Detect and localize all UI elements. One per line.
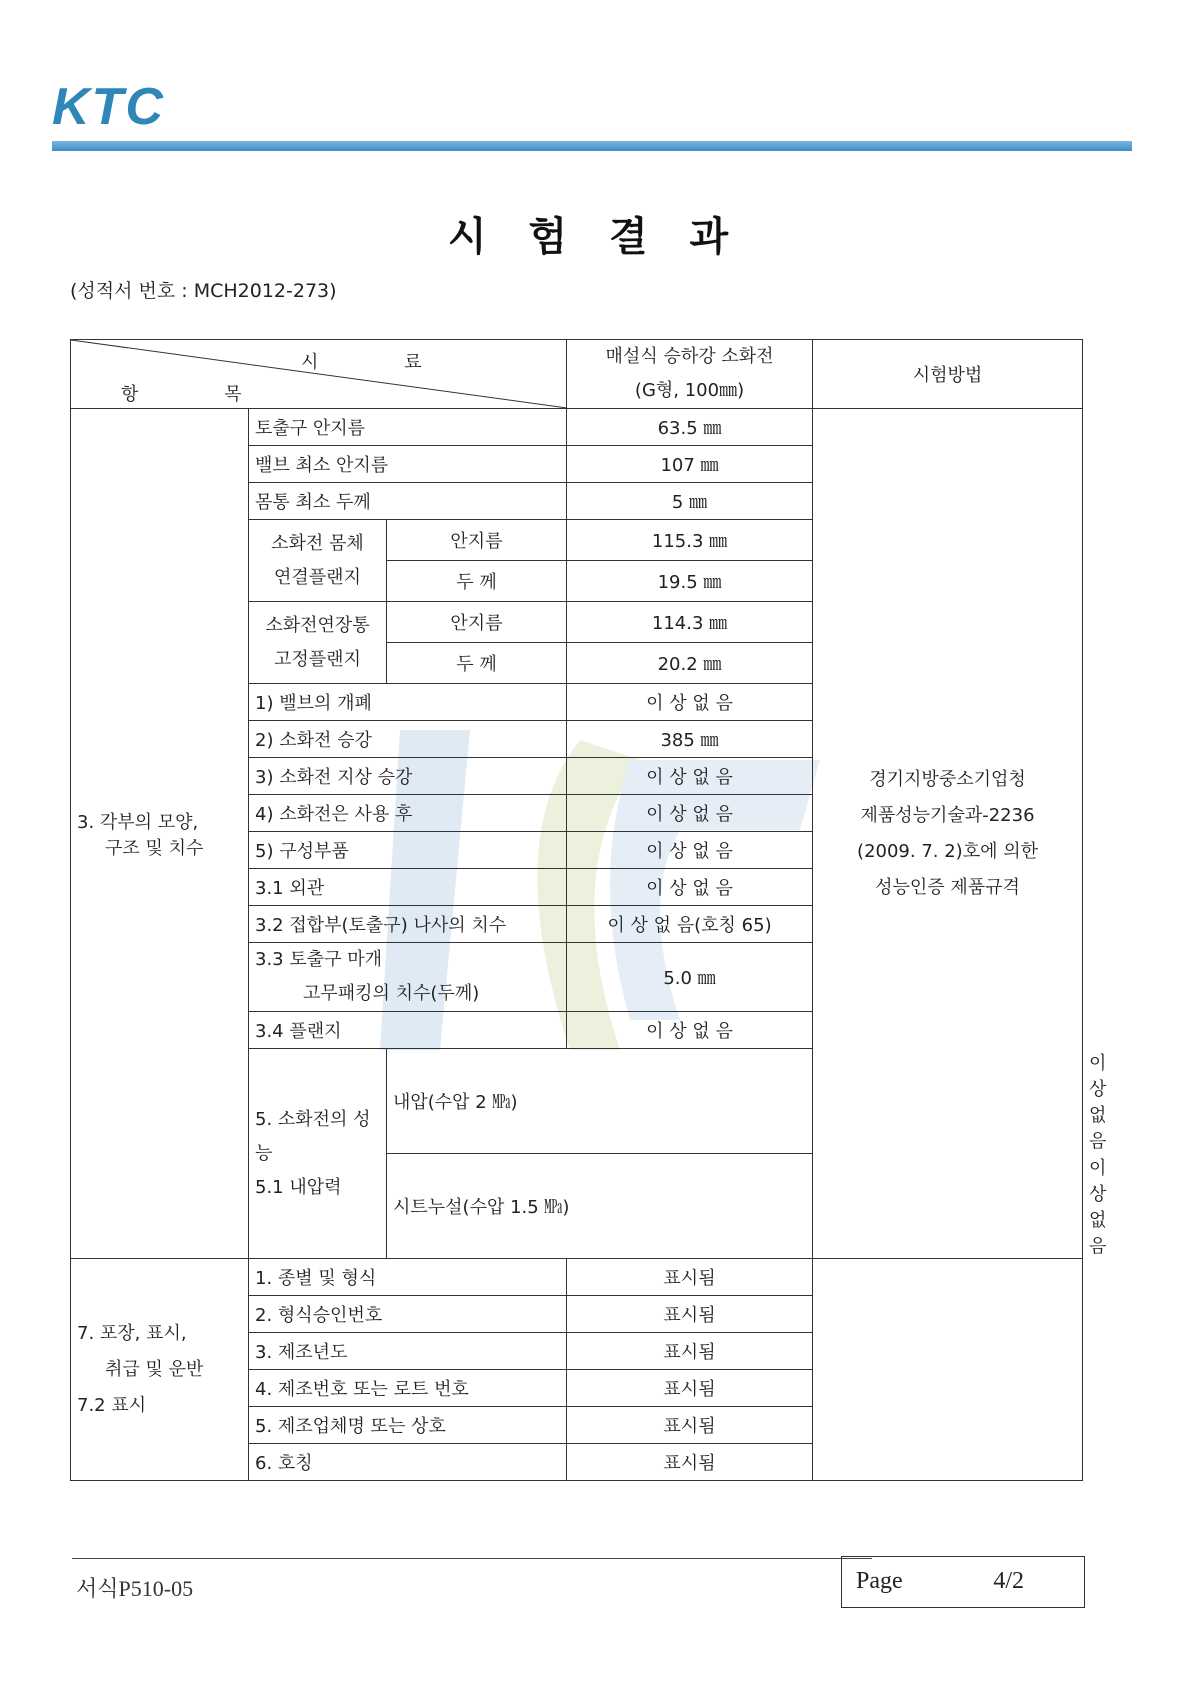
- results-table: [70, 339, 1107, 1481]
- header-bar: [52, 141, 1132, 151]
- section3-label-line2: 구조 및 치수: [105, 837, 204, 859]
- row-item: 내압(수압 2 ㎫): [387, 1049, 813, 1154]
- row-item: 몸통 최소 두께: [249, 483, 567, 520]
- empty-method-cell: [813, 1259, 1083, 1481]
- row-item: 3.4 플랜지: [249, 1012, 567, 1049]
- sample-name-header: [567, 340, 813, 409]
- row-item: 2) 소화전 승강: [249, 721, 567, 758]
- section7-label-cell: [71, 1259, 249, 1481]
- flange2-label: [249, 602, 387, 684]
- method-line3: (2009. 7. 2)호에 의한: [857, 840, 1038, 862]
- section5-label-line2: 5.1 내압력: [255, 1176, 342, 1198]
- row33-line2: 고무패킹의 치수(두께): [303, 983, 480, 1004]
- row-value: 이 상 없 음: [567, 869, 813, 906]
- logo-text: KTC: [52, 78, 165, 136]
- row-value: 이 상 없 음: [567, 795, 813, 832]
- row-value: 107 ㎜: [567, 446, 813, 483]
- row-value: 이 상 없 음: [567, 684, 813, 721]
- row-item: 2. 형식승인번호: [249, 1296, 567, 1333]
- flange1-label-line1: 소화전 몸체: [271, 532, 364, 554]
- section5-label-line1: 5. 소화전의 성능: [255, 1108, 371, 1164]
- row-value: 표시됨: [567, 1296, 813, 1333]
- table-row: 5. 소화전의 성능 5.1 내압력 내압(수압 2 ㎫) 이 상 없 음: [71, 1049, 1083, 1154]
- flange2-sub2: 두 께: [387, 643, 567, 684]
- method-header: 시험방법: [813, 340, 1083, 409]
- flange2-val2: 20.2 ㎜: [567, 643, 813, 684]
- row-value: 표시됨: [567, 1333, 813, 1370]
- certificate-number: (성적서 번호 : MCH2012-273): [70, 280, 337, 302]
- row-value: 표시됨: [567, 1259, 813, 1296]
- row-value: 이 상 없 음: [567, 832, 813, 869]
- table-header-row: [71, 340, 1083, 409]
- diagonal-header-cell: [71, 340, 567, 409]
- table-row: 시트누설(수압 1.5 ㎫) 이 상 없 음: [71, 1154, 1083, 1259]
- flange2-label-line1: 소화전연장통: [265, 614, 370, 636]
- flange1-label-line2: 연결플랜지: [274, 566, 361, 588]
- flange2-sub1: 안지름: [387, 602, 567, 643]
- row-value: 63.5 ㎜: [567, 409, 813, 446]
- method-line1: 경기지방중소기업청: [869, 768, 1026, 790]
- page-label: Page: [856, 1568, 903, 1594]
- row-value: 5 ㎜: [567, 483, 813, 520]
- page-box: [841, 1556, 1085, 1608]
- row-value: 이 상 없 음(호칭 65): [567, 906, 813, 943]
- page-number: 4/2: [993, 1568, 1024, 1594]
- row-value: 이 상 없 음: [567, 1012, 813, 1049]
- flange1-val2: 19.5 ㎜: [567, 561, 813, 602]
- row-item: 5. 제조업체명 또는 상호: [249, 1407, 567, 1444]
- row-item: 1) 밸브의 개폐: [249, 684, 567, 721]
- flange1-val1: 115.3 ㎜: [567, 520, 813, 561]
- page-title: 시 험 결 과: [447, 214, 743, 260]
- row-item: 1. 종별 및 형식: [249, 1259, 567, 1296]
- row-value: 5.0 ㎜: [567, 943, 813, 1012]
- row-item: 3) 소화전 지상 승강: [249, 758, 567, 795]
- test-method-cell: [813, 409, 1083, 1259]
- row-item: 4. 제조번호 또는 로트 번호: [249, 1370, 567, 1407]
- row-item: 3. 제조년도: [249, 1333, 567, 1370]
- row-item: 밸브 최소 안지름: [249, 446, 567, 483]
- row-value: 표시됨: [567, 1407, 813, 1444]
- method-line4: 성능인증 제품규격: [875, 876, 1020, 898]
- header-sample-label: 시 료: [301, 352, 462, 373]
- row-item: 시트누설(수압 1.5 ㎫): [387, 1154, 813, 1259]
- section3-label-line1: 3. 각부의 모양,: [77, 811, 199, 833]
- section5-label-cell: [249, 1049, 387, 1259]
- flange1-sub2: 두 께: [387, 561, 567, 602]
- sample-name-line1: 매설식 승하강 소화전: [605, 346, 774, 367]
- flange1-sub1: 안지름: [387, 520, 567, 561]
- table-row: [71, 1259, 1083, 1296]
- ktc-logo: [52, 78, 222, 136]
- form-number: 서식P510-05: [76, 1576, 194, 1601]
- row-item-3-3: [249, 943, 567, 1012]
- row-item: 토출구 안지름: [249, 409, 567, 446]
- sample-name-line2: (G형, 100㎜): [634, 380, 745, 401]
- section7-label-line2: 취급 및 운반: [105, 1358, 204, 1380]
- row-value: 표시됨: [567, 1370, 813, 1407]
- flange2-val1: 114.3 ㎜: [567, 602, 813, 643]
- row33-line1: 3.3 토출구 마개: [255, 949, 383, 970]
- row-item: 4) 소화전은 사용 후: [249, 795, 567, 832]
- flange2-label-line2: 고정플랜지: [274, 648, 361, 670]
- row-value: 표시됨: [567, 1444, 813, 1481]
- row-item: 3.2 접합부(토출구) 나사의 치수: [249, 906, 567, 943]
- header-item-label: 항 목: [121, 384, 282, 405]
- row-item: 6. 호칭: [249, 1444, 567, 1481]
- method-line2: 제품성능기술과-2236: [860, 804, 1035, 826]
- section3-label-cell: [71, 409, 249, 1259]
- section7-label-line1: 7. 포장, 표시,: [77, 1322, 187, 1344]
- footer-divider: [72, 1558, 872, 1559]
- section7-label-line3: 7.2 표시: [77, 1394, 147, 1416]
- row-value: 385 ㎜: [567, 721, 813, 758]
- row-value: 이 상 없 음: [567, 758, 813, 795]
- row-item: 5) 구성부품: [249, 832, 567, 869]
- flange1-label: [249, 520, 387, 602]
- table-row: [71, 409, 1083, 446]
- row-item: 3.1 외관: [249, 869, 567, 906]
